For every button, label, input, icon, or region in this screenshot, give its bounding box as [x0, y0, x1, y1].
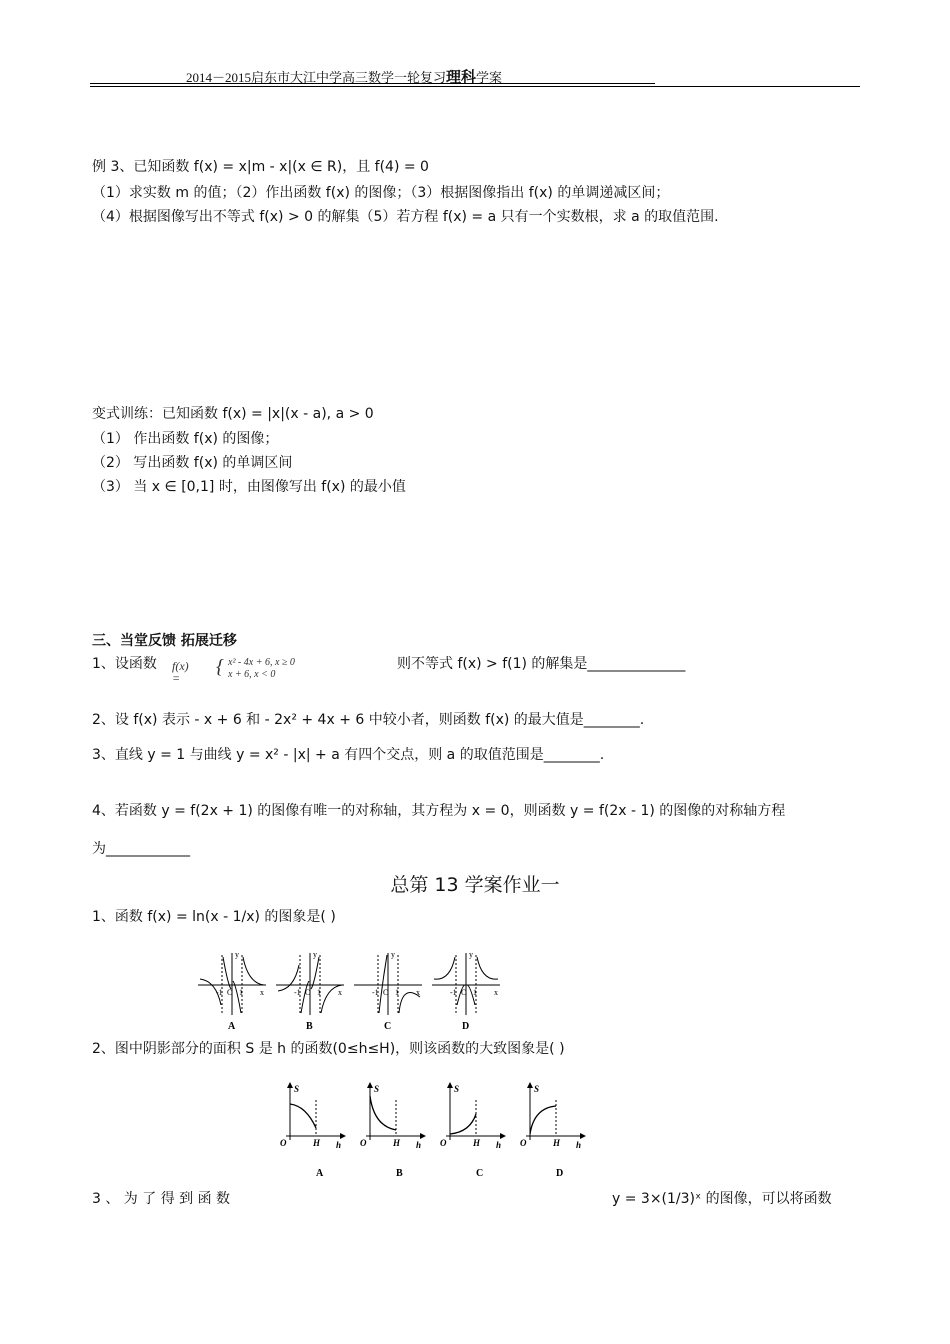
svg-text:h: h — [416, 1140, 422, 1150]
svg-text:-1: -1 — [294, 988, 301, 997]
svg-text:1: 1 — [317, 988, 321, 997]
svg-text:-1: -1 — [216, 988, 223, 997]
graph1-label-c: C — [384, 1021, 392, 1032]
svg-text:x: x — [260, 988, 264, 997]
variant-line4: （3） 当 x ∈ [0,1] 时，由图像写出 f(x) 的最小值 — [92, 479, 406, 495]
graph2-option-a — [280, 1082, 346, 1179]
svg-text:y: y — [235, 950, 239, 959]
svg-text:h: h — [496, 1140, 502, 1150]
graph1-label-b: B — [306, 1021, 313, 1032]
svg-text:y: y — [391, 950, 395, 959]
graph1-option-b — [276, 950, 344, 1032]
q4-line1: 4、若函数 y = f(2x + 1) 的图像有唯一的对称轴，其方程为 x = 0，则函数 y = f(2x - 1) 的图像的对称轴方程 — [92, 803, 786, 819]
graph1-label-a: A — [228, 1021, 236, 1032]
graph2-option-d — [520, 1082, 586, 1179]
svg-text:h: h — [336, 1140, 342, 1150]
svg-text:O: O — [227, 988, 233, 997]
hw-q1-text: 1、函数 f(x) = ln(x - 1/x) 的图象是( ) — [92, 909, 336, 925]
hw-q3-end: y = 3×(1/3)ˣ 的图像，可以将函数 — [612, 1191, 832, 1207]
svg-text:x: x — [494, 988, 498, 997]
svg-text:S: S — [454, 1084, 460, 1094]
graph2-label-d: D — [556, 1168, 564, 1179]
svg-text:S: S — [534, 1084, 540, 1094]
svg-text:1: 1 — [473, 988, 477, 997]
example3-line2: （1）求实数 m 的值；（2）作出函数 f(x) 的图像；（3）根据图像指出 f(x) 的单调递减区间； — [92, 185, 670, 201]
graph2-label-c: C — [476, 1168, 484, 1179]
hw-q2-graphs — [276, 1080, 606, 1180]
variant-line2: （1） 作出函数 f(x) 的图像； — [92, 431, 279, 447]
graph1-option-d — [432, 950, 500, 1032]
svg-text:H: H — [473, 1138, 481, 1148]
svg-text:H: H — [313, 1138, 321, 1148]
svg-text:O: O — [360, 1138, 367, 1148]
svg-text:H: H — [393, 1138, 401, 1148]
graph2-label-a: A — [316, 1168, 324, 1179]
header-rule — [90, 86, 860, 87]
svg-text:x: x — [338, 988, 342, 997]
svg-text:O: O — [520, 1138, 527, 1148]
svg-text:1: 1 — [395, 988, 399, 997]
svg-text:-1: -1 — [372, 988, 379, 997]
svg-text:S: S — [294, 1084, 300, 1094]
q1-text: 则不等式 f(x) > f(1) 的解集是______________ — [397, 656, 686, 672]
page-header — [90, 62, 860, 88]
hw-q1-graphs — [190, 945, 520, 1035]
header-underline — [90, 83, 655, 84]
svg-text:O: O — [440, 1138, 447, 1148]
svg-text:y: y — [469, 950, 473, 959]
graph1-option-c — [354, 950, 422, 1032]
svg-text:O: O — [383, 988, 389, 997]
svg-text:h: h — [576, 1140, 582, 1150]
hw-q2-text: 2、图中阴影部分的面积 S 是 h 的函数(0≤h≤H)，则该函数的大致图象是( ) — [92, 1041, 565, 1057]
svg-text:S: S — [374, 1084, 380, 1094]
graph2-option-c — [440, 1082, 506, 1179]
section3-title: 三、当堂反馈 拓展迁移 — [92, 633, 237, 649]
q4-line2: 为____________ — [92, 841, 190, 857]
header-text: 2014－2015启东市大江中学高三数学一轮复习理科学案 — [186, 70, 503, 86]
variant-line1: 变式训练：已知函数 f(x) = |x|(x - a), a > 0 — [92, 406, 374, 422]
svg-text:1: 1 — [239, 988, 243, 997]
q2-text: 2、设 f(x) 表示 - x + 6 和 - 2x² + 4x + 6 中较小者，则函数 f(x) 的最大值是________. — [92, 712, 645, 728]
svg-text:y: y — [313, 950, 317, 959]
svg-text:O: O — [280, 1138, 287, 1148]
example3-line1: 例 3、已知函数 f(x) = x|m - x|(x ∈ R)，且 f(4) = 0 — [92, 159, 429, 175]
q3-text: 3、直线 y = 1 与曲线 y = x² - |x| + a 有四个交点，则 a 的取值范围是________. — [92, 747, 605, 763]
graph2-label-b: B — [396, 1168, 403, 1179]
svg-text:-1: -1 — [450, 988, 457, 997]
svg-text:O: O — [461, 988, 467, 997]
variant-line3: （2） 写出函数 f(x) 的单调区间 — [92, 455, 293, 471]
svg-text:H: H — [553, 1138, 561, 1148]
hw-q3-start: 3 、 为 了 得 到 函 数 — [92, 1191, 231, 1207]
graph1-label-d: D — [462, 1021, 470, 1032]
graph1-option-a — [198, 950, 266, 1032]
example3-line3: （4）根据图像写出不等式 f(x) > 0 的解集（5）若方程 f(x) = a 只有一个实数根，求 a 的取值范围. — [92, 209, 719, 225]
homework-title: 总第 13 学案作业一 — [390, 874, 560, 896]
svg-text:x: x — [416, 988, 420, 997]
svg-text:O: O — [305, 988, 311, 997]
q1-label: 1、设函数 — [92, 656, 157, 672]
graph2-option-b — [360, 1082, 426, 1179]
